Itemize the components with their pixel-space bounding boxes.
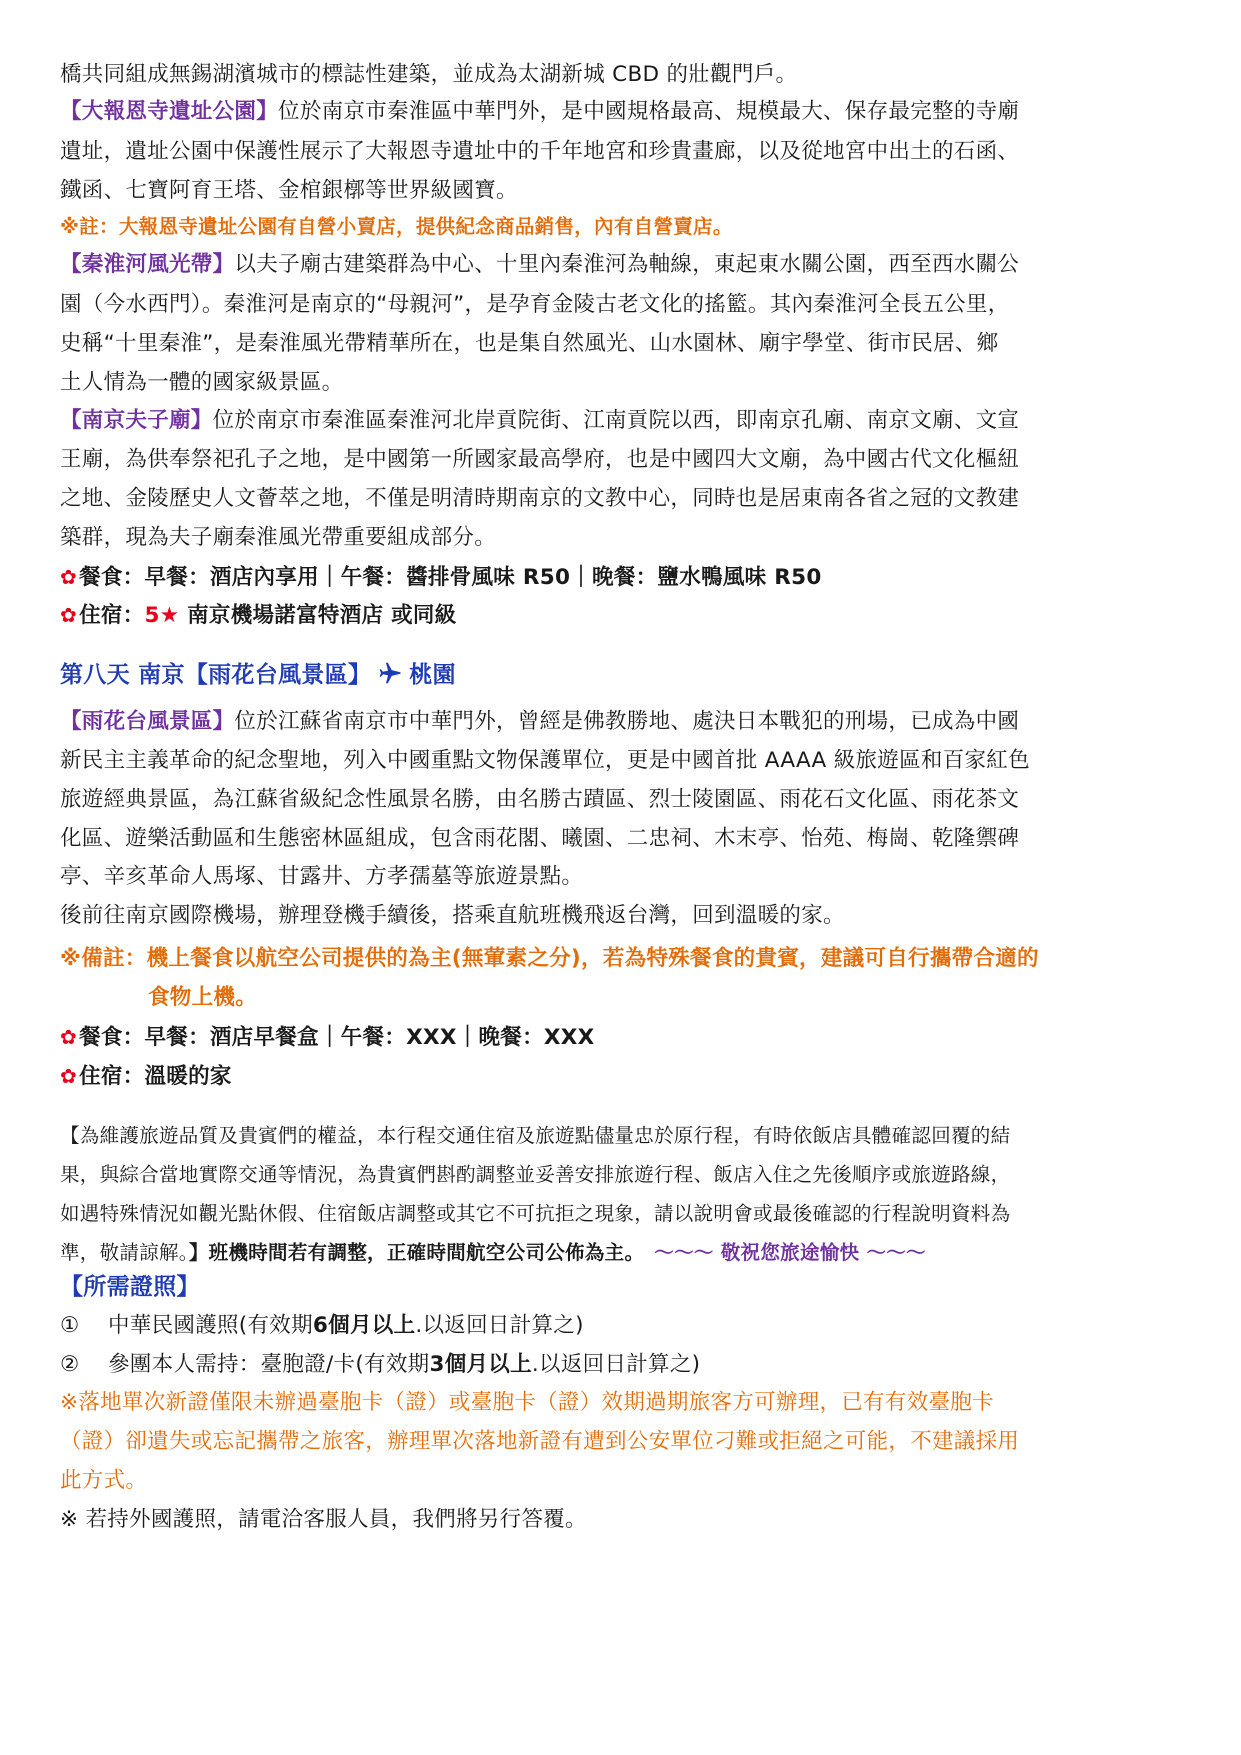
accommodation-line: ✿住宿：溫暖的家	[60, 1064, 232, 1089]
attraction-text: 遺址，遺址公園中保護性展示了大報恩寺遺址中的千年地宮和珍貴畫廊，以及從地宮中出土的石函、	[60, 139, 1020, 164]
disclaimer-last-line: 準，敬請諒解。】班機時間若有調整，正確時間航空公司公佈為主。 ～～～ 敬祝您旅途愉快 ～～～	[60, 1241, 926, 1264]
attraction-text: 土人情為一體的國家級景區。	[60, 370, 344, 395]
farewell-wish: ～～～ 敬祝您旅途愉快 ～～～	[654, 1241, 926, 1264]
attraction-text: 史稱“十里秦淮”，是秦淮風光帶精華所在，也是集自然風光、山水園林、廟宇學堂、街市民居、鄉	[60, 331, 999, 356]
airplane-icon	[377, 660, 403, 686]
landing-permit-warning: （證）卻遺失或忘記攜帶之旅客，辦理單次落地新證有遭到公安單位刁難或拒絕之可能，不建議採用	[60, 1429, 1020, 1454]
flight-meal-note-cont: 食物上機。	[148, 985, 258, 1010]
attraction-da-bao-en: 【大報恩寺遺址公園】位於南京市秦淮區中華門外，是中國規格最高、規模最大、保存最完整的寺廟	[60, 99, 1020, 124]
flower-icon: ✿	[60, 603, 78, 627]
attraction-text: 化區、遊樂活動區和生態密林區組成，包含雨花閣、曦園、二忠祠、木末亭、怡苑、梅崗、乾隆禦碑	[60, 826, 1020, 851]
attraction-fuzimiao: 【南京夫子廟】位於南京市秦淮區秦淮河北岸貢院街、江南貢院以西，即南京孔廟、南京文廟、文宣	[60, 408, 1020, 433]
disclaimer-text: 【為維護旅遊品質及貴賓們的權益，本行程交通住宿及旅遊點儘量忠於原行程，有時依飯店具體確認回覆的結	[60, 1124, 1011, 1147]
foreign-passport-note: ※ 若持外國護照，請電洽客服人員，我們將另行答覆。	[60, 1507, 587, 1532]
attraction-text: 鐵函、七寶阿育王塔、金棺銀槨等世界級國寶。	[60, 178, 518, 203]
attraction-text: 旅遊經典景區，為江蘇省級紀念性風景名勝，由名勝古蹟區、烈士陵園區、雨花石文化區、雨花茶文	[60, 787, 1020, 812]
flower-icon: ✿	[60, 1025, 78, 1049]
attraction-text: 王廟，為供奉祭祀孔子之地，是中國第一所國家最高學府，也是中國四大文廟，為中國古代文化樞紐	[60, 447, 1020, 472]
landing-permit-warning: ※落地單次新證僅限未辦過臺胞卡（證）或臺胞卡（證）效期過期旅客方可辦理，已有有效臺胞卡	[60, 1390, 994, 1415]
flight-meal-note: ※備註：機上餐食以航空公司提供的為主(無葷素之分)，若為特殊餐食的貴賓，建議可自行攜帶合適的	[60, 946, 1039, 971]
meal-line: ✿餐食：早餐：酒店內享用｜午餐：醬排骨風味 R50｜晚餐：鹽水鴨風味 R50	[60, 565, 822, 590]
attraction-text: 亭、辛亥革命人馬塚、甘露井、方孝孺墓等旅遊景點。	[60, 864, 584, 889]
attraction-name: 【雨花台風景區】	[60, 709, 235, 734]
paragraph-continuation: 橋共同組成無錫湖濱城市的標誌性建築，並成為太湖新城 CBD 的壯觀門戶。	[60, 62, 798, 87]
document-item: ① 中華民國護照(有效期6個月以上.以返回日計算之)	[60, 1313, 584, 1338]
disclaimer-text: 如遇特殊情況如觀光點休假、住宿飯店調整或其它不可抗拒之現象，請以說明會或最後確認的行程說明資料為	[60, 1202, 1011, 1225]
attraction-text: 園（今水西門）。秦淮河是南京的“母親河”，是孕育金陵古老文化的搖籃。其內秦淮河全長五公里，	[60, 292, 1010, 317]
day-eight-heading: 第八天 南京【雨花台風景區】 桃園	[60, 662, 456, 688]
attraction-yuhuatai: 【雨花台風景區】位於江蘇省南京市中華門外，曾經是佛教勝地、處決日本戰犯的刑場，已成為中國	[60, 709, 1020, 734]
transfer-text: 後前往南京國際機場，辦理登機手續後，搭乘直航班機飛返台灣，回到溫暖的家。	[60, 903, 845, 928]
accommodation-line: ✿住宿：5★ 南京機場諾富特酒店 或同級	[60, 603, 457, 628]
meal-line: ✿餐食：早餐：酒店早餐盒｜午餐：XXX｜晚餐：XXX	[60, 1025, 595, 1050]
attraction-qinhuai-river: 【秦淮河風光帶】以夫子廟古建築群為中心、十里內秦淮河為軸線，東起東水關公園，西至西水關公	[60, 252, 1020, 277]
attraction-name: 【大報恩寺遺址公園】	[60, 99, 279, 124]
shop-note: ※註：大報恩寺遺址公園有自營小賣店，提供紀念商品銷售，內有自營賣店。	[60, 215, 733, 238]
flower-icon: ✿	[60, 1064, 78, 1088]
document-item: ② 參團本人需持：臺胞證/卡(有效期3個月以上.以返回日計算之)	[60, 1352, 701, 1377]
attraction-text: 新民主主義革命的紀念聖地，列入中國重點文物保護單位，更是中國首批 AAAA 級旅遊區和百家紅色	[60, 748, 1030, 773]
attraction-name: 【南京夫子廟】	[60, 408, 213, 433]
attraction-text: 築群，現為夫子廟秦淮風光帶重要組成部分。	[60, 525, 497, 550]
attraction-name: 【秦淮河風光帶】	[60, 252, 235, 277]
landing-permit-warning: 此方式。	[60, 1468, 148, 1493]
attraction-text: 之地、金陵歷史人文薈萃之地，不僅是明清時期南京的文教中心，同時也是居東南各省之冠的文教建	[60, 486, 1020, 511]
flower-icon: ✿	[60, 565, 78, 589]
disclaimer-text: 果，與綜合當地實際交通等情況，為貴賓們斟酌調整並妥善安排旅遊行程、飯店入住之先後順序或旅遊路線，	[60, 1163, 1011, 1186]
required-documents-title: 【所需證照】	[60, 1274, 200, 1300]
